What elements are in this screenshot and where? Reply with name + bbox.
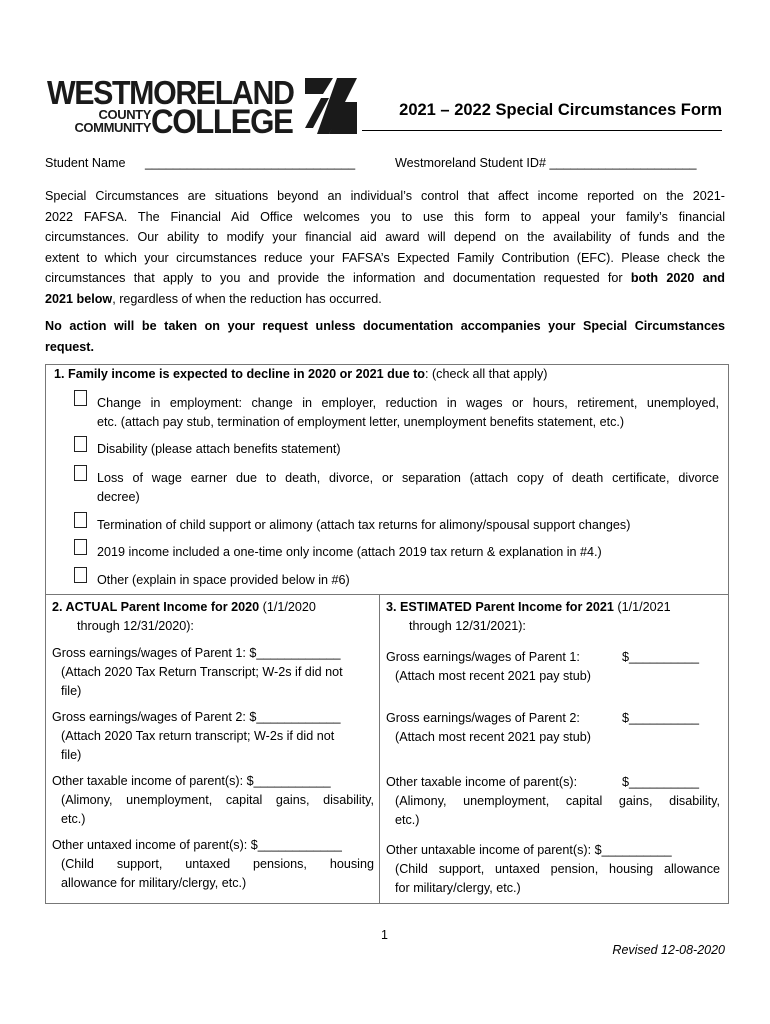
estimated-other-taxable-field[interactable]: $__________ <box>622 775 700 789</box>
section3-heading <box>386 598 722 636</box>
actual-parent1-note: (Attach 2020 Tax Return Transcript; W-2s if did not <box>61 665 343 679</box>
actual-parent2-field[interactable]: Gross earnings/wages of Parent 2: $____________ <box>52 710 341 724</box>
option-disability: Disability (please attach benefits statement) <box>97 442 341 456</box>
logo-college: COLLEGE <box>151 103 293 141</box>
intro-line: circumstances. Our ability to modify your financial aid award will depend on the availability of funds and the <box>45 230 725 244</box>
logo-county: COUNTY <box>98 107 151 122</box>
section3-dates-end: through 12/31/2021): <box>409 619 526 633</box>
student-id-field[interactable]: Westmoreland Student ID# _____________________ <box>395 156 697 170</box>
estimated-parent1-note: (Attach most recent 2021 pay stub) <box>395 669 592 683</box>
section2-parent1 <box>52 644 374 701</box>
intro-line <box>45 289 725 310</box>
section2-parent2 <box>52 708 374 765</box>
intro-paragraph <box>45 186 725 309</box>
checkbox-loss-of-wage-earner[interactable] <box>74 465 87 481</box>
checkbox-one-time-income[interactable] <box>74 539 87 555</box>
actual-other-taxable-note: (Alimony, unemployment, capital gains, disability, <box>61 793 374 807</box>
intro-line <box>45 268 725 289</box>
option-one-time-income: 2019 income included a one-time only income (attach 2019 tax return & explanation in #4.) <box>97 545 602 559</box>
section3-other-taxable <box>386 773 720 830</box>
estimated-parent2-note: (Attach most recent 2021 pay stub) <box>395 730 592 744</box>
logo-county-community <box>49 109 151 134</box>
estimated-parent1-label: Gross earnings/wages of Parent 1: <box>386 650 580 664</box>
option-loss-of-wage-earner <box>97 469 719 507</box>
form-title: 2021 – 2022 Special Circumstances Form <box>399 101 722 119</box>
section3-parent2 <box>386 709 720 747</box>
intro-emphasis: 2021 below <box>45 291 113 306</box>
intro-line: extent to which your circumstances reduce your FAFSA’s Expected Family Contribution (EFC). Please check the <box>45 250 725 265</box>
estimated-other-taxable-label: Other taxable income of parent(s): <box>386 775 578 789</box>
option-text: etc. (attach pay stub, termination of employment letter, unemployment benefits statement, etc.) <box>97 415 625 429</box>
section2-dates-end: through 12/31/2020): <box>77 619 194 633</box>
section3-other-untaxable <box>386 841 720 898</box>
warning-line: No action will be taken on your request unless documentation accompanies your Special Circumstances <box>45 319 725 333</box>
student-name-field[interactable]: ______________________________ <box>145 156 356 170</box>
section1-title: 1. Family income is expected to decline in 2020 or 2021 due to <box>54 367 425 381</box>
section1-heading <box>54 367 547 381</box>
revision-date: Revised 12-08-2020 <box>612 943 725 957</box>
checkbox-employment-change[interactable] <box>74 390 87 406</box>
section2-other-taxable <box>52 772 374 829</box>
intro-text: circumstances that apply to you and provide the information and documentation requested for <box>45 271 631 285</box>
actual-other-untaxed-field[interactable]: Other untaxed income of parent(s): $____________ <box>52 838 342 852</box>
option-text: Change in employment: change in employer, reduction in wages or hours, retirement, unemployed, <box>97 396 719 410</box>
section2-other-untaxed <box>52 836 374 893</box>
warning-line: request. <box>45 339 94 354</box>
college-logo <box>47 74 357 141</box>
page-number: 1 <box>381 928 388 942</box>
estimated-parent1-field[interactable]: $__________ <box>622 650 700 664</box>
actual-other-taxable-field[interactable]: Other taxable income of parent(s): $___________ <box>52 774 331 788</box>
estimated-other-taxable-note: etc.) <box>395 813 420 827</box>
estimated-other-taxable-note: (Alimony, unemployment, capital gains, disability, <box>395 794 720 808</box>
option-text: Loss of wage earner due to death, divorce, or separation (attach copy of death certificate, divorce <box>97 471 719 485</box>
logo-mark-icon <box>303 76 359 136</box>
estimated-parent2-label: Gross earnings/wages of Parent 2: <box>386 711 580 725</box>
estimated-parent2-field[interactable]: $__________ <box>622 711 700 725</box>
actual-parent1-field[interactable]: Gross earnings/wages of Parent 1: $____________ <box>52 646 341 660</box>
actual-parent2-note: file) <box>61 748 82 762</box>
section3-parent1 <box>386 648 720 686</box>
checkbox-support-termination[interactable] <box>74 512 87 528</box>
intro-line: 2022 FAFSA. The Financial Aid Office welcomes you to use this form to appeal your family’s financial <box>45 209 725 224</box>
section1-instruction: : (check all that apply) <box>424 367 548 381</box>
actual-other-taxable-note: etc.) <box>61 812 86 826</box>
checkbox-disability[interactable] <box>74 436 87 452</box>
option-text: decree) <box>97 490 140 504</box>
section2-title: 2. ACTUAL Parent Income for 2020 <box>52 600 260 614</box>
estimated-other-untaxable-field[interactable]: Other untaxable income of parent(s): $__________ <box>386 843 672 857</box>
actual-parent2-note: (Attach 2020 Tax return transcript; W-2s if did not <box>61 729 335 743</box>
section2-heading <box>52 598 374 636</box>
intro-line: Special Circumstances are situations beyond an individual’s control that affect income reported on the 2021- <box>45 189 725 203</box>
title-underline <box>362 130 722 131</box>
option-support-termination: Termination of child support or alimony (attach tax returns for alimony/spousal support changes) <box>97 518 631 532</box>
intro-text: , regardless of when the reduction has occurred. <box>112 291 382 306</box>
section2-dates: (1/1/2020 <box>259 600 316 614</box>
actual-other-untaxed-note: allowance for military/clergy, etc.) <box>61 876 247 890</box>
logo-westmoreland: WESTMORELAND <box>47 74 294 111</box>
logo-community: COMMUNITY <box>74 119 151 135</box>
section3-dates: (1/1/2021 <box>613 600 671 614</box>
option-other: Other (explain in space provided below in #6) <box>97 573 350 587</box>
table-column-divider <box>379 594 380 904</box>
checkbox-other[interactable] <box>74 567 87 583</box>
student-name-label: Student Name <box>45 156 126 170</box>
intro-emphasis: both 2020 and <box>630 271 725 285</box>
table-divider <box>45 594 729 595</box>
actual-other-untaxed-note: (Child support, untaxed pensions, housing <box>61 857 374 871</box>
documentation-warning <box>45 316 725 357</box>
actual-parent1-note: file) <box>61 684 82 698</box>
estimated-other-untaxable-note: (Child support, untaxed pension, housing allowance <box>395 862 720 876</box>
section3-title: 3. ESTIMATED Parent Income for 2021 <box>386 600 614 614</box>
estimated-other-untaxable-note: for military/clergy, etc.) <box>395 881 521 895</box>
option-employment-change <box>97 394 719 432</box>
